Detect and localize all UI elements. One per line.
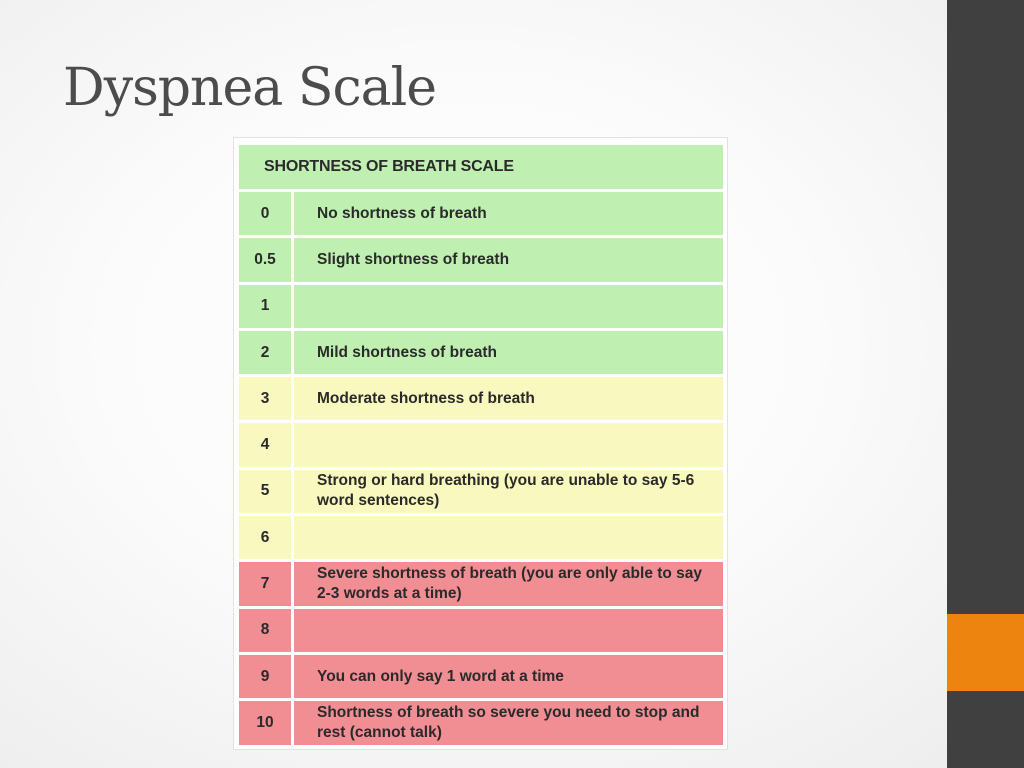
description-cell: You can only say 1 word at a time	[294, 655, 723, 701]
score-cell: 2	[239, 331, 294, 377]
description-cell: Shortness of breath so severe you need to stop and rest (cannot talk)	[294, 701, 723, 747]
description-cell: Moderate shortness of breath	[294, 377, 723, 423]
table-row	[239, 609, 723, 655]
scale-image-frame	[233, 137, 728, 750]
description-cell: Mild shortness of breath	[294, 331, 723, 377]
score-cell: 4	[239, 423, 294, 469]
table-row	[239, 192, 723, 238]
description-cell	[294, 285, 723, 331]
score-cell: 0.5	[239, 238, 294, 284]
description-cell	[294, 516, 723, 562]
table-row	[239, 331, 723, 377]
score-cell: 7	[239, 562, 294, 608]
table-row	[239, 562, 723, 608]
table-row	[239, 516, 723, 562]
score-cell: 3	[239, 377, 294, 423]
table-row	[239, 285, 723, 331]
description-cell: No shortness of breath	[294, 192, 723, 238]
score-cell: 5	[239, 470, 294, 516]
table-header: SHORTNESS OF BREATH SCALE	[239, 145, 723, 192]
score-cell: 1	[239, 285, 294, 331]
description-cell: Severe shortness of breath (you are only able to say 2-3 words at a time)	[294, 562, 723, 608]
slide-title: Dyspnea Scale	[63, 58, 436, 118]
score-cell: 9	[239, 655, 294, 701]
table-row	[239, 701, 723, 747]
score-cell: 8	[239, 609, 294, 655]
table-header-row	[239, 145, 723, 192]
table-row	[239, 238, 723, 284]
table-row	[239, 423, 723, 469]
description-cell: Slight shortness of breath	[294, 238, 723, 284]
table-row	[239, 470, 723, 516]
table-row	[239, 377, 723, 423]
sidebar-accent-block	[947, 614, 1024, 691]
score-cell: 10	[239, 701, 294, 747]
table-row	[239, 655, 723, 701]
score-cell: 6	[239, 516, 294, 562]
description-cell	[294, 609, 723, 655]
description-cell: Strong or hard breathing (you are unable to say 5-6 word sentences)	[294, 470, 723, 516]
shortness-of-breath-scale-table	[239, 145, 723, 748]
score-cell: 0	[239, 192, 294, 238]
description-cell	[294, 423, 723, 469]
